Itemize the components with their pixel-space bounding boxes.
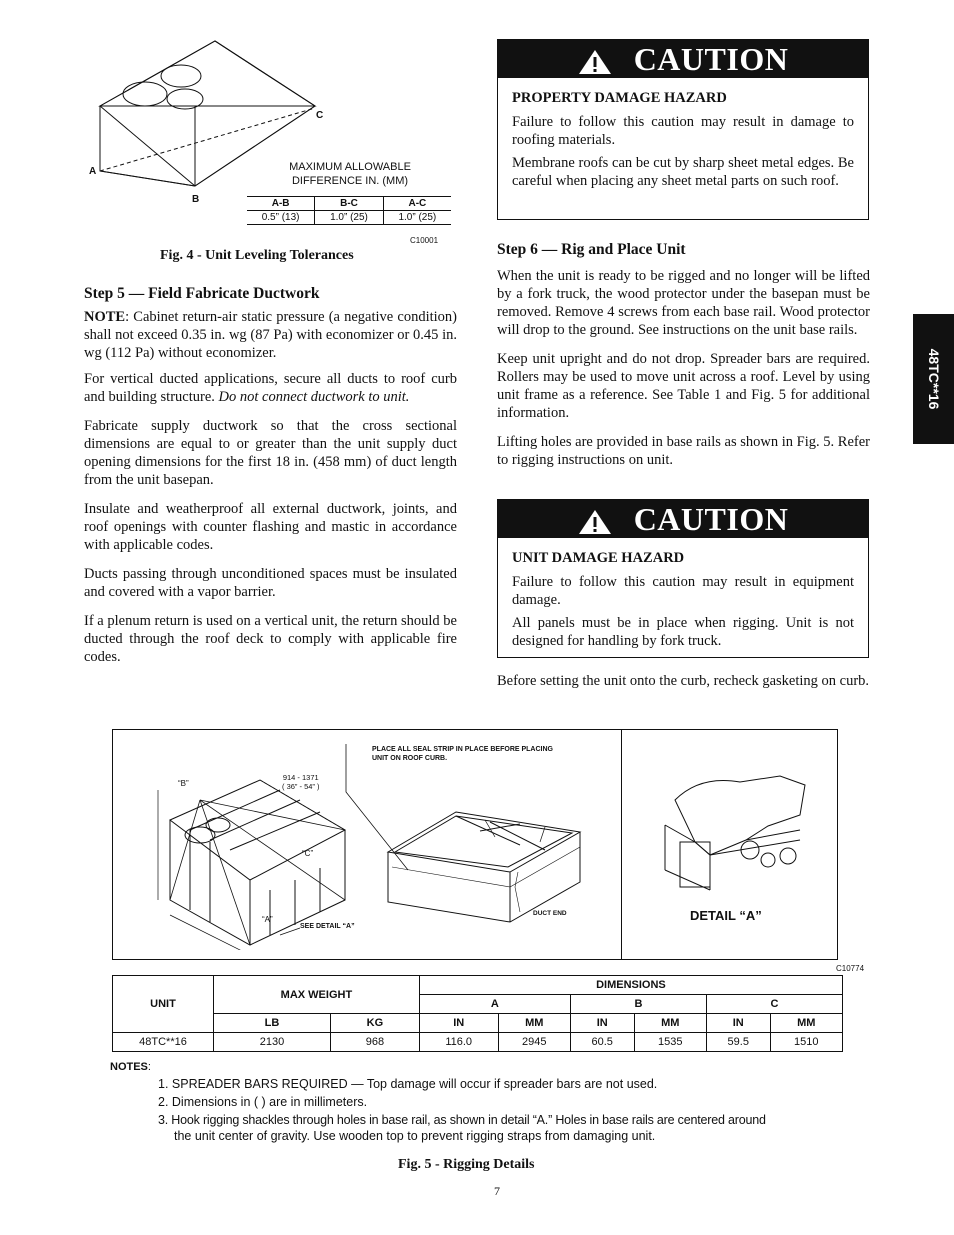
cell-a-in: 116.0 — [419, 1033, 498, 1052]
fig4-label-a: A — [89, 166, 97, 177]
step6-body — [497, 267, 870, 469]
step5-p2-text: For vertical ducted applications, secure all ducts to roof curb and building structure. — [84, 371, 457, 405]
warning-triangle-icon — [578, 506, 612, 532]
rigging-figure-divider — [621, 729, 622, 959]
cell-c-mm: 1510 — [770, 1033, 842, 1052]
step5-p4: Insulate and weatherproof all external ductwork, joints, and roof openings with counter flashing and mastic in accordance with applicable codes. — [84, 501, 457, 553]
note-text: : Cabinet return-air static pressure (a negative condition) shall not exceed 0.35 in. wg (87 Pa) with economizer or 0.45 in. wg (112 Pa) without economizer. — [84, 309, 457, 361]
notes-label-text: NOTES — [110, 1061, 148, 1073]
rigged-unit-drawing — [140, 760, 370, 950]
detail-a-label: DETAIL “A” — [690, 908, 762, 923]
fig4-label-b: B — [192, 194, 200, 205]
step6-p1: When the unit is ready to be rigged and no longer will be lifted by a fork truck, the wood protector under the basepan must be removed. Remove 4 screws from each base rail. Wood protector will drop to the ground. See instructions on the unit base rails. — [497, 268, 870, 338]
caution-box-property — [497, 39, 869, 220]
tol-header-ab: A-B — [271, 198, 290, 209]
duct-end-label: DUCT END — [533, 910, 567, 917]
page-number: 7 — [494, 1184, 500, 1198]
fig4-table-title-line1: MAXIMUM ALLOWABLE — [289, 161, 411, 173]
cell-lb: 2130 — [214, 1033, 331, 1052]
dim-c-header: C — [706, 995, 842, 1014]
step5-p5: Ducts passing through unconditioned spaces must be insulated and covered with a vapor barrier. — [84, 566, 457, 600]
fig4-label-c: C — [316, 110, 324, 121]
tol-value-ac: 1.0” (25) — [398, 212, 437, 223]
step5-note — [84, 308, 457, 362]
step5-p6: If a plenum return is used on a vertical unit, the return should be ducted through the roof deck to comply with applicable fire codes. — [84, 613, 457, 665]
cell-b-in: 60.5 — [570, 1033, 634, 1052]
tol-header-bc: B-C — [315, 197, 383, 211]
table-row — [113, 1033, 843, 1052]
caution-banner — [498, 40, 868, 78]
step5-p2-italic: Do not connect ductwork to unit. — [218, 389, 410, 405]
fig5-caption: Fig. 5 - Rigging Details — [398, 1157, 535, 1172]
fig5-dimension — [282, 773, 320, 791]
caution-p2: All panels must be in place when rigging. Unit is not designed for handling by fork truck. — [512, 615, 854, 649]
dim-b-header: B — [570, 995, 706, 1014]
note-3: 3. Hook rigging shackles through holes in base rail, as shown in detail “A.” Holes in base rails are centered around — [158, 1113, 766, 1127]
dim-a-header: A — [419, 995, 570, 1014]
sub-b-in: IN — [570, 1014, 634, 1033]
caution-box-unit — [497, 499, 869, 658]
sub-a-in: IN — [419, 1014, 498, 1033]
step6-heading: Step 6 — Rig and Place Unit — [497, 241, 686, 258]
tol-header-ac: A-C — [408, 198, 427, 209]
tol-value-ab: 0.5” (13) — [261, 212, 300, 223]
see-detail-label: SEE DETAIL “A” — [300, 923, 355, 930]
step5-body — [84, 308, 457, 666]
dimensions-header: DIMENSIONS — [419, 976, 842, 995]
unit-leveling-diagram — [85, 36, 455, 216]
sub-c-mm: MM — [770, 1014, 842, 1033]
caution-hazard: UNIT DAMAGE HAZARD — [512, 550, 685, 566]
before-setting-text: Before setting the unit onto the curb, recheck gasketing on curb. — [497, 673, 870, 689]
cell-unit: 48TC**16 — [113, 1033, 214, 1052]
caution-banner — [498, 500, 868, 538]
fig5-dim-top: 914 - 1371 — [282, 773, 319, 782]
tol-value-bc: 1.0” (25) — [315, 211, 383, 225]
max-weight-header: MAX WEIGHT — [214, 976, 420, 1014]
warning-triangle-icon — [578, 46, 612, 72]
sub-a-mm: MM — [498, 1014, 570, 1033]
unit-header: UNIT — [113, 976, 214, 1033]
step5-heading: Step 5 — Field Fabricate Ductwork — [84, 285, 320, 302]
caution-p1: Failure to follow this caution may result in equipment damage. — [512, 574, 854, 608]
cell-kg: 968 — [330, 1033, 419, 1052]
note-1: 1. SPREADER BARS REQUIRED — Top damage will occur if spreader bars are not used. — [158, 1077, 658, 1091]
sub-lb: LB — [214, 1014, 331, 1033]
side-tab-label: 48TC**16 — [925, 348, 942, 410]
cell-b-mm: 1535 — [634, 1033, 706, 1052]
sub-c-in: IN — [706, 1014, 770, 1033]
seal-strip-line2: UNIT ON ROOF CURB. — [372, 755, 448, 762]
caution-body — [498, 538, 868, 663]
step6-p2: Keep unit upright and do not drop. Spreader bars are required. Rollers may be used to move unit across a roof. Level by using unit frame as a reference. See Table 1 and Fig. 5 for additional information. — [497, 351, 870, 421]
caution-title: CAUTION — [633, 40, 789, 77]
note-2: 2. Dimensions in ( ) are in millimeters. — [158, 1095, 368, 1109]
seal-strip-line1: PLACE ALL SEAL STRIP IN PLACE BEFORE PLACING — [372, 746, 553, 753]
caution-p1: Failure to follow this caution may result in damage to roofing materials. — [512, 114, 854, 148]
fig5-dim-bottom: ( 36” - 54” ) — [282, 782, 320, 791]
fig4-tolerance-table — [247, 196, 451, 225]
fig5-code: C10774 — [836, 964, 865, 973]
detail-a-drawing — [650, 770, 825, 895]
model-side-tab — [913, 314, 954, 444]
sub-kg: KG — [330, 1014, 419, 1033]
fig4-code: C10001 — [410, 236, 439, 245]
cell-c-in: 59.5 — [706, 1033, 770, 1052]
step5-p2 — [84, 370, 457, 406]
caution-body — [498, 78, 868, 203]
cell-a-mm: 2945 — [498, 1033, 570, 1052]
step6-p3: Lifting holes are provided in base rails as shown in Fig. 5. Refer to rigging instructions on unit. — [497, 434, 870, 468]
sub-b-mm: MM — [634, 1014, 706, 1033]
fig5-label-c: “C” — [302, 849, 314, 858]
fig5-label-b: “B” — [178, 779, 189, 788]
caution-hazard: PROPERTY DAMAGE HAZARD — [512, 90, 727, 106]
fig4-table-title-line2: DIFFERENCE IN. (MM) — [291, 175, 409, 187]
notes-list — [158, 1075, 766, 1144]
caution-title: CAUTION — [633, 500, 789, 537]
fig4-table-title — [270, 160, 430, 188]
note-label: NOTE — [84, 309, 126, 325]
caution-p2: Membrane roofs can be cut by sharp sheet metal edges. Be careful when placing any sheet metal parts on such roof. — [512, 155, 854, 189]
rigging-dimensions-table — [112, 975, 843, 1052]
fig4-caption: Fig. 4 - Unit Leveling Tolerances — [160, 248, 354, 263]
step5-p3: Fabricate supply ductwork so that the cross sectional dimensions are equal to or greater than the unit supply duct opening dimensions for the first 18 in. (458 mm) of duct length from the unit basepan. — [84, 418, 457, 488]
fig5-label-a: “A” — [262, 915, 273, 924]
notes-label: NOTES: — [110, 1061, 151, 1073]
note-3-continued: the unit center of gravity. Use wooden top to prevent rigging straps from damaging unit. — [174, 1129, 656, 1143]
seal-strip-note — [372, 745, 553, 763]
